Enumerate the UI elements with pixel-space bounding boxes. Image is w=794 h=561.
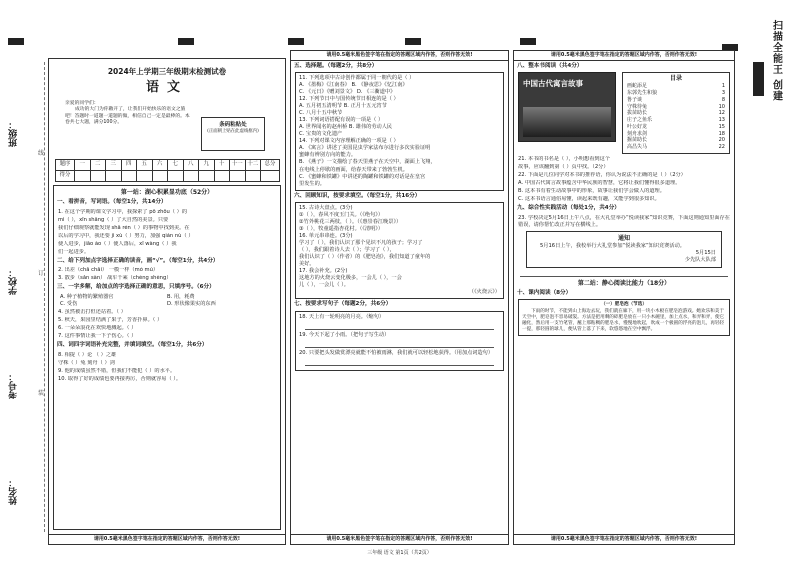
question-line: A. 五月初五清明节 B. 正月十五元宵节	[299, 103, 387, 110]
question-6-title: 六、回顾知识，按要求填空。（每空1分，共16分）	[294, 192, 421, 199]
question-7-title: 七、按要求写句子（每题2分，共6分）	[294, 301, 392, 308]
column-3	[513, 50, 735, 545]
answer-area-note: 请用0.5毫米黑色签字笔在指定的答题区域内作答，否则作答无效!	[291, 534, 508, 544]
score-cell[interactable]	[152, 171, 168, 182]
reading-passage	[518, 299, 730, 336]
question-line: C. 这本书语言通俗易懂，读起来既有趣，又能学到很多知识。	[518, 195, 660, 202]
toc-item	[627, 97, 725, 104]
toc-item	[627, 124, 725, 131]
score-table	[55, 159, 280, 182]
reading-text: 下雨的时节，不能到山上海边去玩，我们就在廊下，用一块小木板在肥皂泡游戏。她欢乐和美于天空中，肥皂泡不容易破裂。方法是把用剩的碎肥皂放在一只小木碗里，加上点水，和弄和弄，使它融化，然后用一支竹笔管，蘸上那粘稠的肥皂水，慢慢地吹起，吹成一个极圆的浮亮的泡儿，再轻轻一提，那轻圆的球儿，便从管上落了下来，软悠悠地在空中飘浮。	[522, 308, 725, 333]
registration-mark	[520, 38, 536, 45]
score-header-row: 题序 一 二 三 四 五 六 七 八 九 十 十一 十二 总分	[56, 160, 280, 171]
toc-item-title: 东郭先生和狼	[627, 90, 658, 97]
question-line: 使人进步，jiāo ào（ ）使人落后，xī wàng（ ）我	[58, 240, 177, 247]
question-line: 4. 虽然被击打但还站着。（ ）	[58, 308, 126, 315]
toc-item-title: 拔苗助长	[627, 110, 648, 117]
toc-item-title: 高昌失马	[627, 144, 648, 151]
toc-item-page: 8	[721, 96, 725, 103]
part-1-section	[53, 185, 281, 530]
question-line: B. 这本书有着生动故事中的形象，故事让我们学会做人的道理。	[518, 187, 665, 194]
cut-line	[44, 62, 45, 532]
question-line: 22. 下面是几位同学对本书的推荐语，你认为说法不正确的是（ ）（2分）	[518, 171, 686, 178]
cut-line-word: 装	[38, 390, 45, 397]
question-1-title: 一、看拼音，写词语。（每空1分，共14分）	[57, 199, 167, 206]
answer-line[interactable]	[520, 270, 728, 277]
question-line: 15. 古诗大盘点。(3分)	[299, 205, 353, 212]
score-cell[interactable]	[230, 171, 246, 182]
toc-item-page: 10	[718, 103, 725, 110]
score-cell[interactable]	[183, 171, 199, 182]
book-cover-title: 中国古代寓言故事	[523, 79, 583, 89]
question-line: 里发生的。	[299, 180, 325, 187]
question-line: 5. 秋天，果园里结满了果子，芳香扑鼻。（ ）	[58, 316, 163, 323]
school-label: 学校：	[9, 268, 19, 295]
question-line: C. 《元日》《赠刘景文》 D. 《三衢道中》	[299, 89, 396, 96]
book-cover-image	[518, 72, 616, 142]
question-line: 蜜蜂有辨别方向的能力。	[299, 152, 357, 159]
question-3-title: 三、一字多解，给加点的字选择正确的意思，只填序号。（6分）	[57, 284, 215, 291]
scanner-logo-icon	[753, 62, 764, 96]
notice-box	[526, 231, 722, 268]
question-line: ③（ ），牧童遥指杏花村。（《清明》）	[299, 226, 384, 233]
toc-item-title: 刻舟求剑	[627, 130, 648, 137]
toc-item-page: 18	[718, 130, 725, 137]
question-10-title: 十、课内阅读（8分）	[517, 289, 572, 296]
answer-line[interactable]	[305, 359, 494, 366]
part-1-title: 第一站：湖心积累显功底（52分）	[120, 189, 214, 196]
option: B. 用，耗费	[167, 293, 195, 300]
name-label: 姓名：	[9, 478, 19, 505]
scanner-stamp-text: 扫描全能王 创建	[770, 20, 782, 102]
reading-title: （一）肥皂泡（节选）	[601, 302, 647, 308]
table-of-contents	[622, 72, 730, 154]
score-cell[interactable]	[90, 171, 106, 182]
question-line: 19. 今天下起了小雨。（把句子写生动）	[299, 331, 390, 338]
question-2-title: 二、给下列加点字选择正确的读音，画“√”。（每空1分，共4分）	[57, 257, 219, 264]
question-line: 7. 这件事情让我一下子伤心。（ ）	[58, 332, 137, 339]
score-cell[interactable]	[214, 171, 230, 182]
question-line: 们一起进步。	[58, 248, 90, 255]
question-line: ①（ ），春风不度玉门关。（《绝句》）	[299, 212, 384, 219]
toc-item-title: 画蛇添足	[627, 83, 648, 90]
question-8-title: 八、整本书阅读（共4分）	[517, 62, 583, 69]
question-line: 10. 取得了好的成绩也要再接再厉，否则就容易（ ）。	[58, 375, 182, 382]
toc-item-title: 庄子之鱼乐	[627, 117, 653, 124]
notice-date: 5月15日	[695, 249, 716, 256]
barcode-label: 条码粘贴处	[219, 122, 247, 128]
question-line: C. 《蜜蜂和铁罐》中讲述的陶罐和铁罐的对话是在皇宫	[299, 173, 426, 180]
option: A. 种子植物的繁殖器官	[60, 293, 114, 300]
score-cell[interactable]	[137, 171, 153, 182]
toc-item-page: 3	[721, 90, 725, 97]
notice-body: 5月16日上午，我校举行大礼堂参加“悦读我家”知识竞赛活动。	[540, 242, 685, 249]
question-line: A. 世界闻名的赵州桥 B. 雄伟的劳动人民	[299, 124, 393, 131]
part-2-title: 第二站：静心阅读比能力（18分）	[577, 279, 671, 287]
option: C. 受伤	[60, 300, 78, 307]
barcode-sublabel: (正面朝上贴在此虚线框内)	[207, 129, 259, 135]
question-line: 21. 本书的书名是（ ），小明想看到这个	[518, 155, 610, 162]
question-9-text: 23. 学校决定5月16日上午八点，在大礼堂举办“悦读我家”知识竞赛，下面这则通知里面存在错误，请你帮忙改正并写在横线上。	[518, 214, 730, 228]
toc-item	[627, 117, 725, 124]
question-line: 这地方的火烧云变化极多，一会儿（ ），一会	[299, 275, 402, 282]
exam-notice	[65, 101, 191, 127]
toc-list	[627, 83, 725, 151]
question-4-title: 四、词四字词语补充完整，并填词填空。（每空1分，共6分）	[57, 341, 208, 348]
notice-text: 成功的大门为你敞开了，让我们开始快乐的语文之旅吧！答题时一道题一道题的做，相信自己一定是最棒的。本卷共七大题，满分100分。	[65, 107, 190, 126]
column-2	[290, 50, 509, 545]
toc-item-page: 20	[718, 137, 725, 144]
scanner-stamp	[745, 6, 791, 126]
question-line: 我们仔细观察就能发现 shā rén（ ）的事物中找到美。在	[58, 224, 190, 231]
subject-title: 语文	[145, 80, 188, 96]
notice-signature: 少先队大队部	[684, 256, 716, 263]
book-section	[518, 72, 730, 154]
toc-item-page: 1	[721, 83, 725, 90]
page-footer: 三年级 语文 第1页（共2页）	[367, 550, 432, 557]
cut-line-word: 线	[38, 150, 45, 157]
notice-heading: 通知	[617, 234, 630, 242]
question-line: 2. 出差（chā chāi） 一模一样（mó mú）	[58, 267, 159, 274]
question-line: A. 中国古代寓言故事蕴含中华民族的智慧，它将让我们懂得很多道理。	[518, 179, 681, 186]
question-5-box	[295, 72, 504, 190]
question-line: 12. 下列节日中与国传统节日相连的是（ ）	[299, 96, 399, 103]
question-line: 6. 一朵朵浪花在欢快地溅起。（ ）	[58, 324, 137, 331]
question-line: 9. 他的成绩虽然不错，但我们不能犯（ ）的水平。	[58, 367, 176, 374]
answer-area-note: 请用0.5毫米黑色签字笔在指定的答题区域内作答，否则作答无效!	[514, 51, 734, 61]
option: D. 形状像果实的东西	[167, 300, 216, 307]
question-line: 学习了（ ），我们认识了那个见识不凡的孩子；学习了	[299, 240, 423, 247]
question-line: 1. 在这个学期的课文学习中，我探索了 pō zhōu（ ）的	[58, 208, 188, 215]
binding-margin	[0, 40, 48, 540]
toc-item-page: 13	[718, 117, 725, 124]
question-line: 17. 我会补充。(2分)	[299, 268, 348, 275]
question-line: A. 《墨梅》《江南春》 B. 《静夜思》《忆江南》	[299, 82, 408, 89]
question-line: A. 《寓言》讲述了美国昆虫学家法布尔进行多次实验证明	[299, 145, 431, 152]
score-cell[interactable]	[75, 171, 91, 182]
question-line: 我们认识了（ ）（作者）的《肥皂泡》，我们知道了童年的	[299, 254, 431, 261]
question-line: B. 《燕子》一文描绘了春天里燕子在天空中，湖面上飞翔，	[299, 159, 436, 166]
toc-item	[627, 144, 725, 151]
registration-mark	[288, 38, 304, 45]
cut-line-word: 订	[38, 270, 45, 277]
question-line: 故事，应该翻到第（ ）页中找。（2分）	[518, 163, 609, 170]
question-line: C. 八月十五中秋节	[299, 110, 343, 117]
question-line: C. 宝贵的文化遗产	[299, 131, 343, 138]
book-cover-illustration	[523, 107, 611, 137]
question-line: （ ），我们跟着诗人去（ ）；学习了（ ），	[299, 247, 395, 254]
score-value-row: 得分	[56, 171, 280, 182]
question-line: 儿（ ），一会儿（ ）。	[299, 282, 349, 289]
toc-item	[627, 90, 725, 97]
score-cell[interactable]	[121, 171, 137, 182]
toc-item-title: 守株待兔	[627, 103, 648, 110]
toc-title: 目录	[669, 75, 682, 83]
question-line: 16. 单元串串连。(3分)	[299, 233, 353, 240]
score-cell[interactable]	[245, 171, 261, 182]
toc-item-title: 鲁子谈	[627, 96, 643, 103]
question-line: 3. 散步（sǎn sàn） 战车千乘（chéng shèng）	[58, 275, 172, 282]
question-6-box	[295, 202, 504, 299]
question-line: 13. 下列词语搭配有误的一项是（ ）	[299, 117, 384, 124]
registration-mark	[178, 38, 194, 45]
answer-line[interactable]	[305, 323, 494, 330]
question-line: ②竹外桃花三两枝，（ ）。（《惠崇春江晚景》）	[299, 219, 402, 226]
question-line: 18. 天上有一轮明亮的月亮。（缩句）	[299, 313, 385, 320]
question-line: mì（ ），xīn shǎng（ ）了大自然的美景。只要	[58, 216, 169, 223]
score-cell[interactable]	[199, 171, 215, 182]
answer-area-note: 请用0.5毫米黑色签字笔在指定的答题区域内作答，否则作答无效!	[291, 51, 508, 61]
exam-number-label: 考号：	[9, 372, 19, 399]
greeting: 亲爱的同学们：	[65, 101, 99, 106]
question-line: 美好。	[299, 261, 315, 268]
question-line: 11. 下列选项中古诗创作都属于同一朝代的是（ ）	[299, 75, 415, 82]
question-line: 以后的学习中，我还要 jì xù（ ）努力，加强 qián nù（ ）	[58, 232, 194, 239]
exam-title: 2024年上学期三年级期末检测试卷	[107, 67, 227, 76]
column-1	[48, 58, 286, 545]
answer-area-note: 请用0.5毫米黑色签字笔在指定的答题区域内作答，否则作答无效!	[514, 534, 734, 544]
registration-mark	[405, 38, 421, 45]
question-line: 20. 只要把头发做赏漂亮就能不怕被雨淋，我们就可以轻松地获得。（用加点词造句）	[299, 349, 494, 356]
toc-item-page: 12	[718, 110, 725, 117]
barcode-area	[201, 117, 265, 151]
toc-item-page: 22	[718, 144, 725, 151]
question-line: 14. 下列对课文内容理解正确的一项是（ ）	[299, 138, 399, 145]
question-5-title: 五、选择题。（每题2分，共8分）	[294, 62, 378, 69]
answer-area-note: 请用0.5毫米黑色签字笔在指定的答题区域内作答，否则作答无效!	[49, 534, 285, 544]
answer-line[interactable]	[305, 341, 494, 348]
score-cell[interactable]	[106, 171, 122, 182]
question-9-title: 九、综合性实践活动（每处1分，共4分）	[517, 204, 620, 211]
question-7-box	[295, 311, 504, 371]
toc-item-title: 揠苗助长	[627, 137, 648, 144]
toc-item-title: 叶公好龙	[627, 123, 648, 130]
question-line: 在电线上停歇的画面，给春天带来了勃勃生机。	[299, 166, 408, 173]
question-line: （《火烧云》）	[468, 289, 500, 296]
question-3-options	[60, 294, 274, 308]
score-cell[interactable]	[261, 171, 280, 182]
score-cell[interactable]	[168, 171, 184, 182]
question-line: 8. 相提（ ）论 （ ）之雄	[58, 351, 117, 358]
class-label: 班级：	[9, 120, 19, 147]
toc-item-page: 15	[718, 123, 725, 130]
question-line: 守株（ ）兔 刻舟（ ）剑	[58, 359, 115, 366]
